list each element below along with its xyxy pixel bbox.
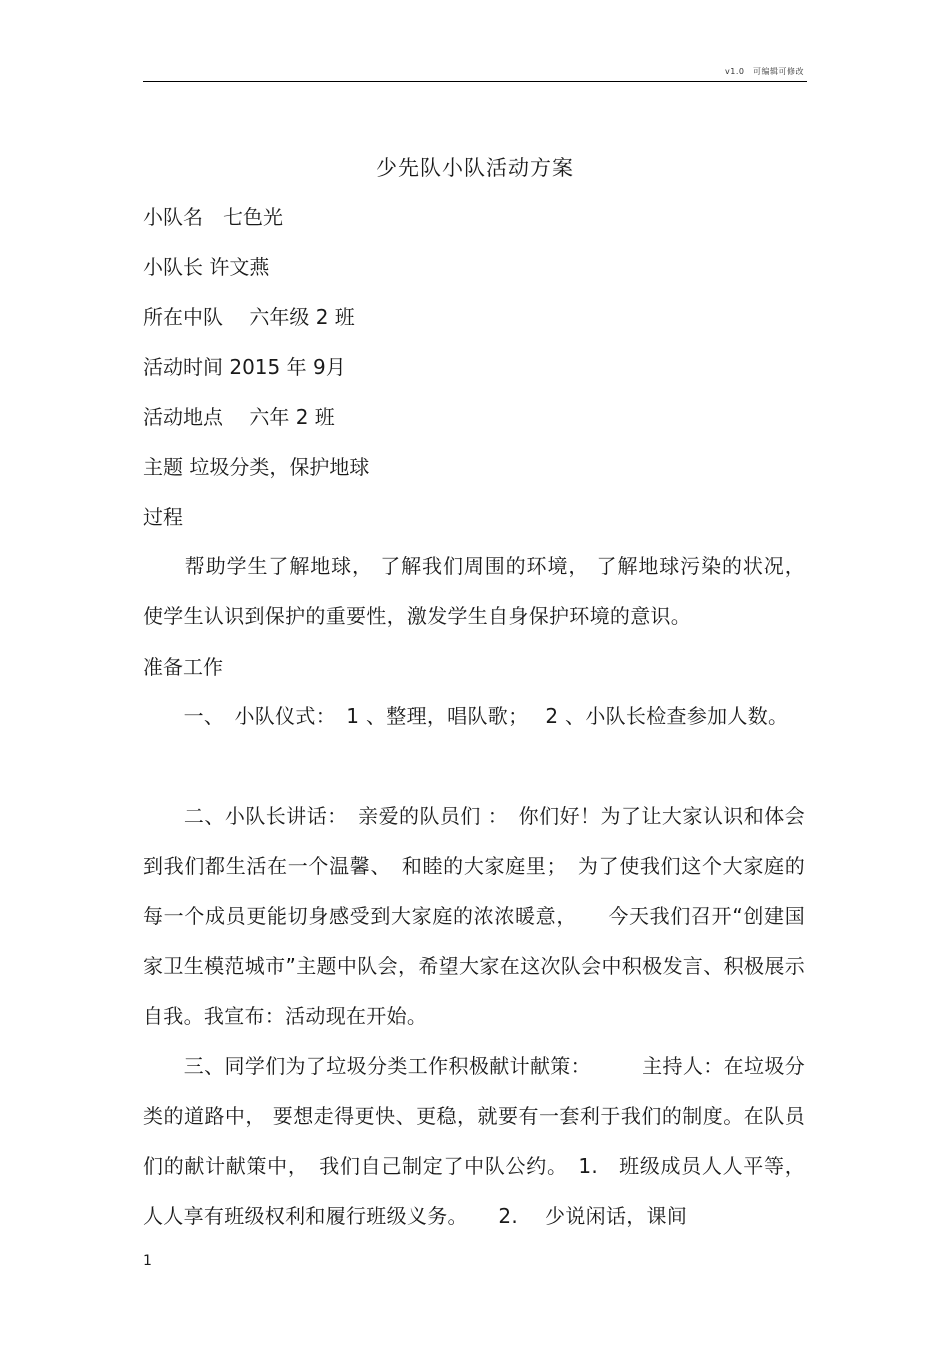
field-activity-location: 活动地点 六年 2 班 (143, 405, 335, 429)
item-ceremony: 一、 小队仪式： 1 、整理，唱队歌； 2 、小队长检查参加人数。 (143, 704, 789, 728)
section-heading-preparation: 准备工作 (143, 655, 223, 679)
header-rule (143, 81, 807, 82)
item-suggestions: 三、同学们为了垃圾分类工作积极献计献策： 主持人：在垃圾分类的道路中， 要想走得更快、更稳，就要有一套利于我们的制度。在队员们的献计献策中， 我们自己制定了中队公约。 1. 班级成员人人平等，人人享有班级权利和履行班级义务。 2. 少说闲话，课间 (143, 1054, 805, 1228)
field-activity-time: 活动时间 2015 年 9月 (143, 355, 346, 379)
item-leader-speech: 二、小队长讲话： 亲爱的队员们 ： 你们好！为了让大家认识和体会到我们都生活在一个温馨、 和睦的大家庭里； 为了使我们这个大家庭的每一个成员更能切身感受到大家庭的浓浓暖意， 今天我们召开“创建国家卫生模范城市”主题中队会，希望大家在这次队会中积极发言、积极展示自我。我宣布：活动现在开始。 (143, 804, 805, 1028)
field-squadron: 所在中队 六年级 2 班 (143, 305, 355, 329)
field-theme: 主题 垃圾分类，保护地球 (143, 455, 370, 479)
field-squad-leader: 小队长 许文燕 (143, 255, 270, 279)
version-label: v1.0 可编辑可修改 (725, 67, 804, 76)
process-paragraph: 帮助学生了解地球， 了解我们周围的环境， 了解地球污染的状况，使学生认识到保护的重要性，激发学生自身保护环境的意识。 (143, 554, 805, 628)
document-title: 少先队小队活动方案 (376, 156, 574, 180)
field-squad-name: 小队名 七色光 (143, 205, 283, 229)
page-number: 1 (143, 1253, 152, 1269)
section-heading-process: 过程 (143, 505, 183, 529)
